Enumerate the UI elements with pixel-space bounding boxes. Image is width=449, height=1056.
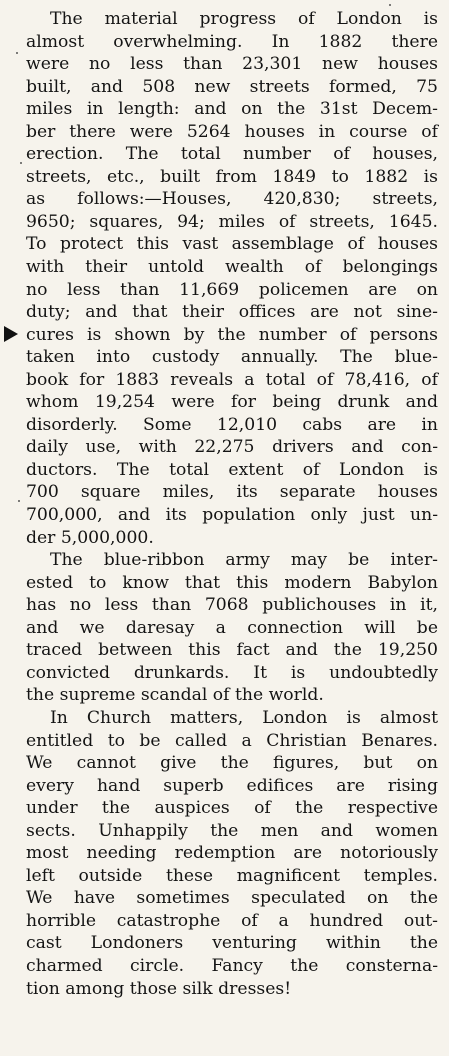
text-line: no less than 11,669 policemen are on (26, 279, 438, 300)
text-line: duty; and that their offices are not sine- (26, 302, 438, 323)
text-line: under the auspices of the respective (26, 798, 438, 819)
ink-speck (389, 4, 391, 6)
text-line: taken into custody annually. The blue- (26, 347, 438, 368)
text-line: sects. Unhappily the men and women (26, 820, 438, 841)
text-line: whom 19,254 were for being drunk and (26, 392, 438, 413)
text-line: book for 1883 reveals a total of 78,416, of (26, 369, 438, 390)
text-line: cures is shown by the number of persons (26, 324, 438, 345)
text-line: The blue-ribbon army may be inter- (50, 550, 438, 571)
ink-speck (16, 52, 18, 54)
text-line: ber there were 5264 houses in course of (26, 121, 438, 142)
text-line: has no less than 7068 publichouses in it, (26, 595, 438, 616)
text-line: with their untold wealth of belongings (26, 257, 438, 278)
text-line: streets, etc., built from 1849 to 1882 is (26, 166, 438, 187)
text-line: disorderly. Some 12,010 cabs are in (26, 414, 438, 435)
paragraph-blue-ribbon (26, 549, 438, 707)
text-line: cast Londoners venturing within the (26, 933, 438, 954)
text-line: horrible catastrophe of a hundred out- (26, 910, 438, 931)
text-line: were no less than 23,301 new houses (26, 54, 438, 75)
text-line: The material progress of London is (50, 9, 438, 29)
text-line: erection. The total number of houses, (26, 144, 438, 165)
text-line: miles in length: and on the 31st Decem- (26, 99, 438, 120)
text-line: 700,000, and its population only just un- (26, 505, 438, 526)
text-line: charmed circle. Fancy the consterna- (26, 955, 438, 976)
paragraph-material-progress (26, 8, 438, 549)
text-line: To protect this vast assemblage of houses (26, 234, 438, 255)
text-line: tion among those silk dresses! (26, 978, 292, 999)
text-line: ested to know that this modern Babylon (26, 572, 438, 593)
text-line: and we daresay a connection will be (26, 617, 438, 638)
ink-speck (20, 162, 22, 164)
text-line: entitled to be called a Christian Benares. (26, 730, 438, 751)
text-line: convicted drunkards. It is undoubtedly (26, 662, 438, 683)
text-line: der 5,000,000. (26, 527, 154, 548)
text-line: built, and 508 new streets formed, 75 (26, 76, 438, 97)
text-line: We cannot give the figures, but on (26, 753, 438, 774)
paragraph-church-matters (26, 707, 438, 1000)
text-line: 9650; squares, 94; miles of streets, 1645. (26, 211, 438, 232)
margin-pointer-mark (4, 326, 18, 342)
text-line: daily use, with 22,275 drivers and con- (26, 437, 438, 458)
text-line: the supreme scandal of the world. (26, 685, 324, 706)
text-line: We have sometimes speculated on the (26, 888, 438, 909)
text-line: most needing redemption are notoriously (26, 843, 438, 864)
article-column (26, 8, 438, 1000)
ink-speck (18, 500, 20, 502)
text-line: ductors. The total extent of London is (26, 459, 438, 480)
text-line: every hand superb edifices are rising (26, 775, 438, 796)
text-line: left outside these magnificent temples. (26, 865, 438, 886)
text-line: In Church matters, London is almost (50, 707, 438, 728)
text-line: almost overwhelming. In 1882 there (26, 31, 438, 52)
text-line: 700 square miles, its separate houses (26, 482, 438, 503)
text-line: traced between this fact and the 19,250 (26, 640, 438, 661)
text-line: as follows:—Houses, 420,830; streets, (26, 189, 438, 210)
